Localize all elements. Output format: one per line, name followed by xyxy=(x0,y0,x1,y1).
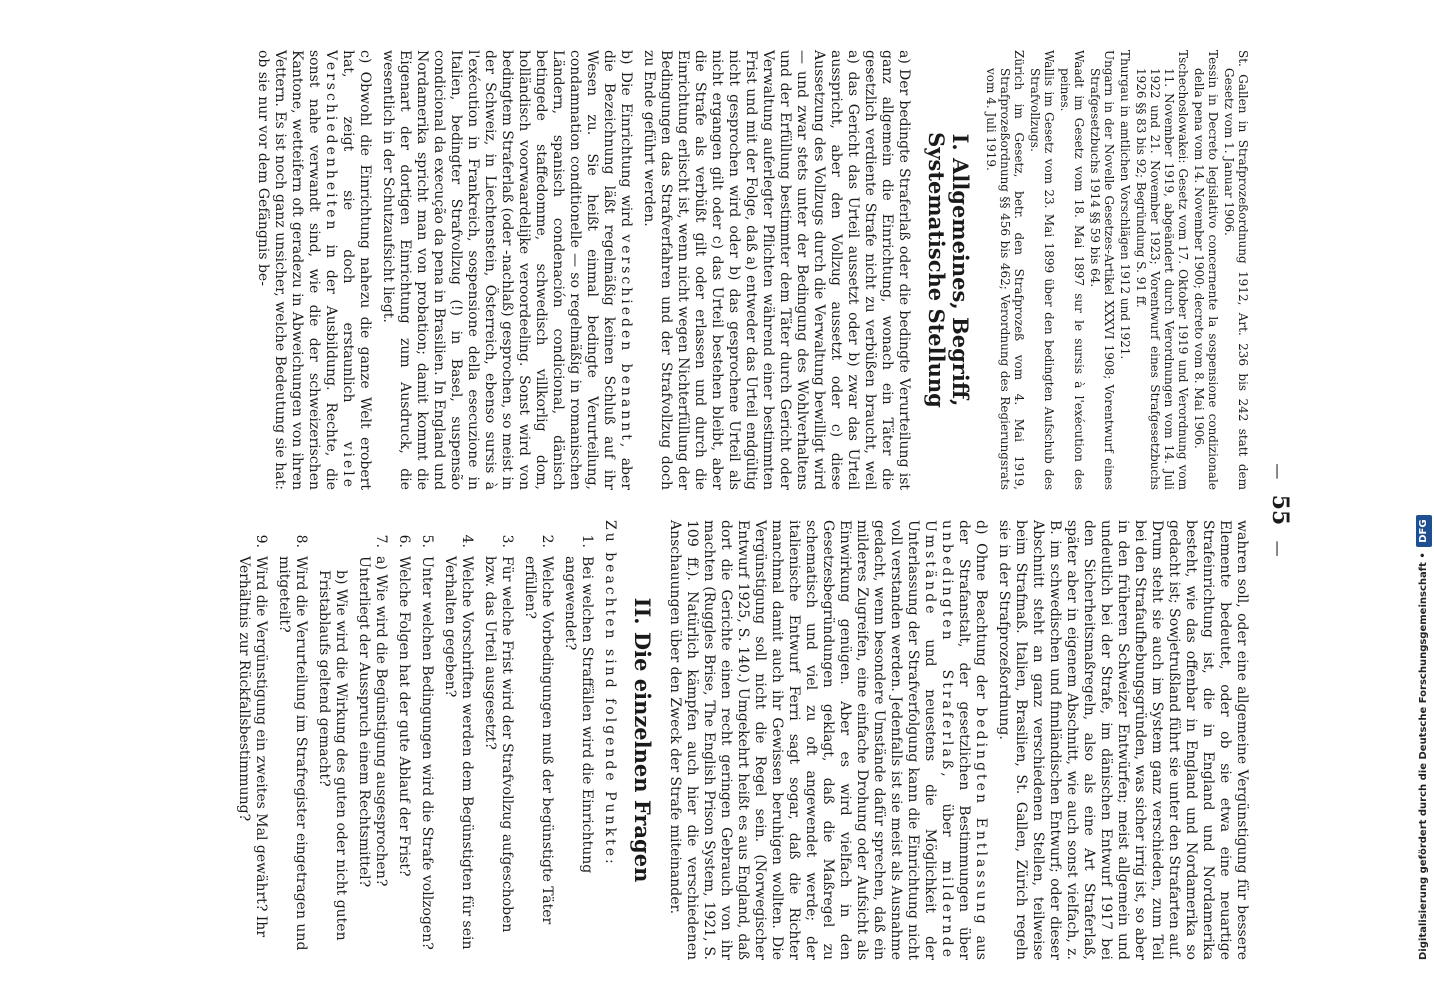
paragraph-b xyxy=(379,50,634,490)
reference-item: Zürich im Gesetz, betr. den Strafprozeß vom 4. Mai 1919, Strafprozeßordnung §§ 456 bis 462; Verordnung des Regierungsrats vom 4. Juli 1919. xyxy=(984,50,1026,490)
reference-item: St. Gallen in Strafprozeßordnung 1912, Art. 236 bis 242 statt dem Gesetz vom 1. Januar 1906. xyxy=(1222,50,1250,490)
question-item xyxy=(235,520,269,960)
question-item xyxy=(275,520,309,960)
paragraph-d-body: und neuestens die Möglichkeit der Unterlassung der Strafverfolgung kann die Einrichtung nicht voll verstanden werden. Jedenfalls ist sie meist als Ausnahme gedacht, wenn besondere Umstände dafür sprechen, daß ein milderes Zugreifen, eine einfache Drohung oder Aufsicht als Einwirkung genügen. Aber es wird vielfach in den Gesetzesbegründungen geklagt, daß die Maßregel zu schematisch und viel zu oft angewendet werde; der italienische Entwurf Ferri sagt sogar, daß die Richter manchmal damit auch ihr Gewissen beruhigen wollten. Die Vergünstigung soll nicht die Regel sein. (Norwegischer Entwurf 1925, S. 140.) Umgekehrt heißt es aus England, daß dort die Gerichte einen recht geringen Gebrauch von ihr machten (Ruggles Brise, The English Prison System, 1921, S. 109 ff.). Natürlich kämpfen auch hier die verschiedenen Anschauungen über den Zweck der Strafe miteinander. xyxy=(667,520,938,960)
question-text: Für welche Frist wird der Strafvollzug aufgeschoben bzw. das Urteil ausgesetzt? xyxy=(482,556,515,933)
reference-item: Wallis im Gesetz vom 23. Mai 1899 über den bedingten Aufschub des Strafvollzugs. xyxy=(1028,50,1056,490)
question-text: Wird die Vergünstigung ein zweites Mal gewährt? Ihr Verhältnis zur Rückfallsbestimmung? xyxy=(236,556,269,938)
emphasis-text: bedingten Entlassung xyxy=(973,707,989,927)
emphasis-text: mildernde Umstände xyxy=(922,520,955,961)
question-item xyxy=(521,520,555,960)
reference-item: Tschechoslowakei: Gesetz vom 17. Oktober 1919 und Verordnung vom 11. November 1919, abgeändert durch Verordnungen vom 14. Juli 1922 und 21. November 1923; Vorentwurf eines Strafgesetzbuchs 1926 §§ 83 bis 92; Begründung S. 91 ff. xyxy=(1134,50,1190,490)
question-number: 5. xyxy=(419,534,435,548)
reference-item: Thurgau in amtlichen Vorschlägen 1912 und 1921. xyxy=(1118,50,1132,360)
reference-item: Tessin in Decreto legislativo concernente la sospensione condizionale della pena vom 14. November 1900; decreto vom 8. Mai 1906. xyxy=(1192,50,1220,490)
question-text: Welche Folgen hat der gute Ablauf der Frist? xyxy=(396,556,412,877)
paragraph-b-lead: b) Die Einrichtung wird xyxy=(618,50,634,227)
paragraph-c xyxy=(254,50,373,490)
left-column xyxy=(248,50,1250,490)
question-item xyxy=(561,520,595,960)
question-item xyxy=(355,520,389,960)
digitization-note xyxy=(1416,30,1432,960)
paragraph-d-lead: d) Ohne Beachtung der xyxy=(973,520,989,699)
question-text: Wird die Verurteilung im Strafregister eingetragen und mitgeteilt? xyxy=(276,556,309,951)
emphasis-text: verschieden benannt, xyxy=(618,234,634,451)
emphasis-text: viele Verschiedenheiten xyxy=(323,50,356,490)
question-item xyxy=(315,520,349,960)
right-column xyxy=(229,520,1250,960)
paragraph-d-part: über xyxy=(939,803,955,837)
question-item xyxy=(418,520,435,960)
question-number: 3. xyxy=(499,534,515,548)
rotated-book-page xyxy=(100,40,1300,980)
question-number: 8. xyxy=(293,534,309,548)
question-number: 9. xyxy=(253,534,269,548)
emphasis-text: unbedingten Straferlaß, xyxy=(939,520,955,780)
questions-intro: Zu beachten sind folgende Punkte: xyxy=(602,520,618,867)
header-dash-left: — xyxy=(1269,463,1288,480)
question-list xyxy=(235,520,595,960)
paragraph-continued: wahren soll, oder eine allgemeine Vergünstigung für bessere Elemente bedeutet, oder ob sie etwa eine neuartige Strafeinrichtung ist, die in England und Nordamerika besteht, wie das offenbar in England und Nordamerika so gedacht ist; Sowjetrußland führt sie unter den Strafarten auf. Drum steht sie auch im System ganz verschieden, zum Teil bei den Strafaufhebungsgründen, was sicher irrig ist, so aber in den früheren Schweizer Entwürfen; meist allgemein und undeutlich bei der Strafe, im dänischen Entwurf 1917 bei den Sicherheitsmaßregeln, also als eine Art Straferlaß, später aber in eigenem Abschnitt, wie auch sonst vielfach, z. B. im schwedischen und finnländischen Entwurf; oder dieser Abschnitt steht an ganz verschiedenen Stellen, teilweise beim Strafmaß. Italien, Brasilien, St. Gallen, Zürich regeln sie in der Strafprozeßordnung. xyxy=(996,520,1250,960)
dfg-logo: DFG xyxy=(1416,515,1432,546)
question-text: Welche Vorschriften werden dem Begünstigten für sein Verhalten gegeben? xyxy=(442,556,475,950)
question-text: b) Wie wird die Wirkung des guten oder nicht guten Fristablaufs geltend gemacht? xyxy=(316,570,349,941)
section-heading: I. Allgemeines, Begriff, Systematische Stellung xyxy=(924,132,973,408)
question-number: 6. xyxy=(396,534,412,548)
section-heading: II. Die einzelnen Fragen xyxy=(630,597,655,883)
paragraph-a: a) Der bedingte Straferlaß oder die bedingte Verurteilung ist ganz allgemein die Einrichtung, wonach ein Täter die gesetzlich verdiente Strafe nicht zu verbüßen braucht, weil a) das Gericht das Urteil aussetzt oder b) zwar das Urteil ausspricht, aber den Vollzug aussetzt oder c) diese Aussetzung des Vollzugs durch die Verwaltung bewilligt wird — und zwar stets unter der Bedingung des Wohlverhaltens und der Erfüllung bestimmter dem Täter durch Gericht oder Verwaltung auferlegter Pflichten während einer bestimmten Frist und mit der Folge, daß a) entweder das Urteil endgültig nicht gesprochen wird oder b) das gesprochene Urteil als nicht ergangen gilt oder c) das Urteil bestehen bleibt, aber die Strafe als verbüßt gilt oder erlassen und durch die Einrichtung erlischt ist, wenn nicht wegen Nichterfüllung der Bedingungen das Strafverfahren und der Strafvollzug doch zu Ende geführt werden. xyxy=(641,50,912,490)
reference-item: Waadt im Gesetz vom 18. Mai 1897 sur le sursis à l'exécution des peines. xyxy=(1058,50,1086,490)
question-text: Unter welchen Bedingungen wird die Strafe vollzogen? xyxy=(419,556,435,950)
question-text: a) Wie wird die Begünstigung ausgesprochen? Unterliegt der Ausspruch einem Rechtsmittel? xyxy=(356,556,389,888)
question-item xyxy=(441,520,475,960)
paragraph-c-body: in der Ausbildung. Rechte, die sonst nahe verwandt sind, wie die der schweizerischen Kantone, wetteifern oft geradezu in Abweichungen von ihren Vettern. Es ist noch ganz unsicher, welche Bedeutung sie hat: ob sie nur vor dem Gefängnis be- xyxy=(255,50,339,491)
paragraph-d xyxy=(666,520,989,960)
question-number: 7. xyxy=(373,534,389,548)
question-number xyxy=(315,534,349,562)
paragraph-b-body: aber die Bezeichnung läßt regelmäßig keinen Schluß auf ihr Wesen zu. Sie heißt einmal bedingte Verurteilung, condamnation conditionelle — so regelmäßig in romanischen Ländern, spanisch condenación condicional, dänisch betingede staffedomme, schwedisch villkorlig dom, holländisch voorwaardelijke veroordeeling. Sonst wird von bedingtem Straferlaß (oder -nachlaß) gesprochen, so meist in der Schweiz, in Liechtenstein, Österreich, ebenso sursis à l'exécution in Frankreich, sospensione della esecuzione in Italien, bedingter Strafvollzug (!) in Basel, suspensão condicional da execução da pena in Brasilien. In England und Nordamerika spricht man von probation; damit kommt die Eigenart der dortigen Einrichtung zum Ausdruck, die wesentlich in der Schutzaufsicht liegt. xyxy=(380,50,634,490)
page-number: 55 xyxy=(1267,494,1293,526)
question-number: 2. xyxy=(539,534,555,548)
question-number: 4. xyxy=(459,534,475,548)
question-item xyxy=(481,520,515,960)
reference-item: Ungarn in der Novelle Gesetzes-Artikel XXXVI 1908; Vorentwurf eines Strafgesetzbuchs 1914 §§ 59 bis 64. xyxy=(1088,50,1116,490)
question-item xyxy=(395,520,412,960)
paragraph-c-lead: c) Obwohl die Einrichtung nahezu die ganze Welt erobert hat, zeigt sie doch erstaunlich xyxy=(340,50,373,490)
question-text: Welche Vorbedingungen muß der begünstigte Täter erfüllen? xyxy=(522,556,555,925)
page-header xyxy=(1260,40,1300,980)
header-dash-right: — xyxy=(1269,540,1288,557)
question-text: Bei welchen Straffällen wird die Einrichtung angewendet? xyxy=(562,556,595,874)
paragraph-d-part: aus der Strafanstalt, der gesetzlichen Bestimmungen über xyxy=(956,520,989,960)
reference-list xyxy=(984,50,1250,490)
question-number: 1. xyxy=(579,534,595,548)
digitization-text: Digitalisierung gefördert durch die Deutsche Forschungsgemeinschaft • xyxy=(1418,552,1429,960)
